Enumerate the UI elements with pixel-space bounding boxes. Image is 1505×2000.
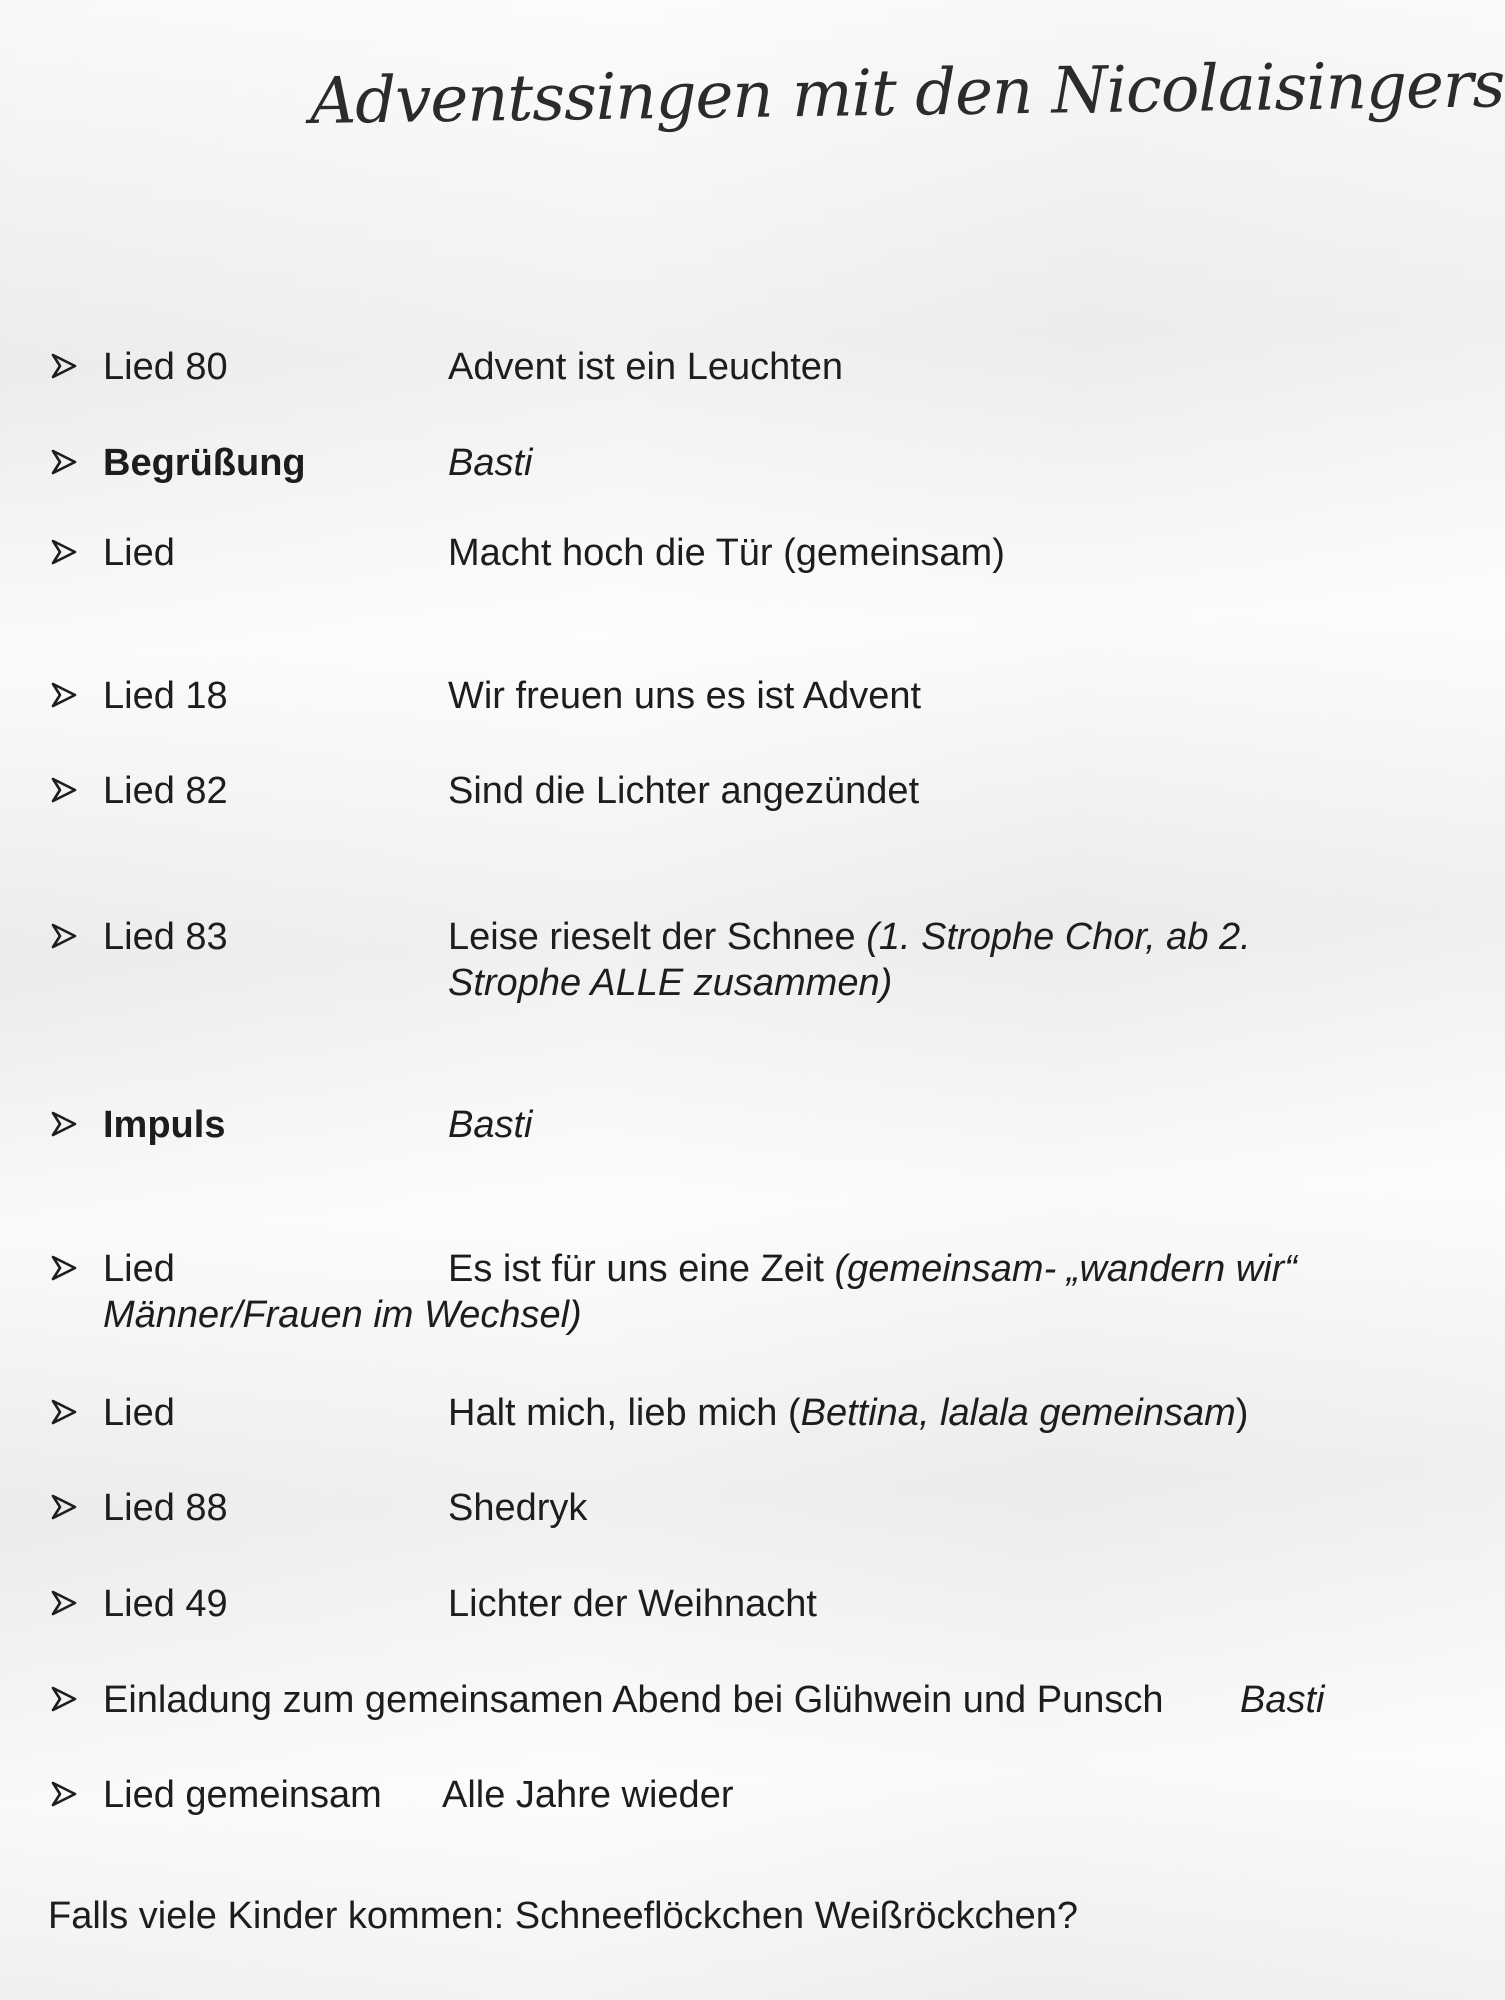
page-title: Adventssingen mit den Nicolaisingers <box>309 48 1505 139</box>
item-label: Lied 82 <box>103 770 228 812</box>
item-description-note: (1. Strophe Chor, ab 2. <box>866 916 1251 958</box>
item-description-title: Es ist für uns eine Zeit <box>448 1248 824 1290</box>
item-label: Einladung zum gemeinsamen Abend bei Glühwein und Punsch <box>103 1679 1164 1721</box>
arrow-bullet-icon <box>50 1685 80 1715</box>
arrow-bullet-icon <box>50 352 80 382</box>
item-description: Basti <box>1240 1679 1325 1721</box>
item-description: Macht hoch die Tür (gemeinsam) <box>448 532 1005 574</box>
arrow-bullet-icon <box>50 1589 80 1619</box>
item-label: Lied <box>103 532 175 574</box>
item-label: Lied 80 <box>103 346 228 388</box>
item-description <box>448 1246 1348 1292</box>
item-description: Alle Jahre wieder <box>442 1774 734 1816</box>
item-label: Lied 18 <box>103 675 228 717</box>
arrow-bullet-icon <box>50 448 80 478</box>
arrow-bullet-icon <box>50 681 80 711</box>
item-label: Lied <box>103 1248 175 1290</box>
item-description <box>448 914 1348 1006</box>
item-description-note: Bettina, lalala gemeinsam <box>800 1392 1236 1434</box>
arrow-bullet-icon <box>50 538 80 568</box>
arrow-bullet-icon <box>50 922 80 952</box>
item-description: Lichter der Weihnacht <box>448 1583 817 1625</box>
arrow-bullet-icon <box>50 1398 80 1428</box>
item-label: Lied 83 <box>103 916 228 958</box>
item-description-note: (gemeinsam- „wandern wir“ <box>834 1248 1297 1290</box>
item-label: Lied <box>103 1392 175 1434</box>
arrow-bullet-icon <box>50 1254 80 1284</box>
item-description-end: ) <box>1235 1392 1249 1434</box>
item-description: Sind die Lichter angezündet <box>448 770 920 812</box>
item-description <box>448 1390 1348 1436</box>
item-label: Impuls <box>103 1104 226 1146</box>
item-continuation: Männer/Frauen im Wechsel) <box>103 1294 582 1336</box>
item-description: Advent ist ein Leuchten <box>448 346 844 388</box>
item-description: Basti <box>448 442 533 484</box>
arrow-bullet-icon <box>50 1493 80 1523</box>
item-description-title: Halt mich, lieb mich ( <box>448 1392 801 1434</box>
item-description: Basti <box>448 1104 533 1146</box>
arrow-bullet-icon <box>50 1110 80 1140</box>
footer-note: Falls viele Kinder kommen: Schneeflöckchen Weißröckchen? <box>48 1895 1078 1937</box>
item-label: Lied 88 <box>103 1487 228 1529</box>
item-description-note: Strophe ALLE zusammen) <box>448 962 893 1004</box>
item-label: Begrüßung <box>103 442 306 484</box>
item-label: Lied 49 <box>103 1583 228 1625</box>
item-description: Shedryk <box>448 1487 588 1529</box>
arrow-bullet-icon <box>50 776 80 806</box>
item-description-title: Leise rieselt der Schnee <box>448 916 856 958</box>
arrow-bullet-icon <box>50 1780 80 1810</box>
item-label: Lied gemeinsam <box>103 1774 382 1816</box>
item-description: Wir freuen uns es ist Advent <box>448 675 922 717</box>
